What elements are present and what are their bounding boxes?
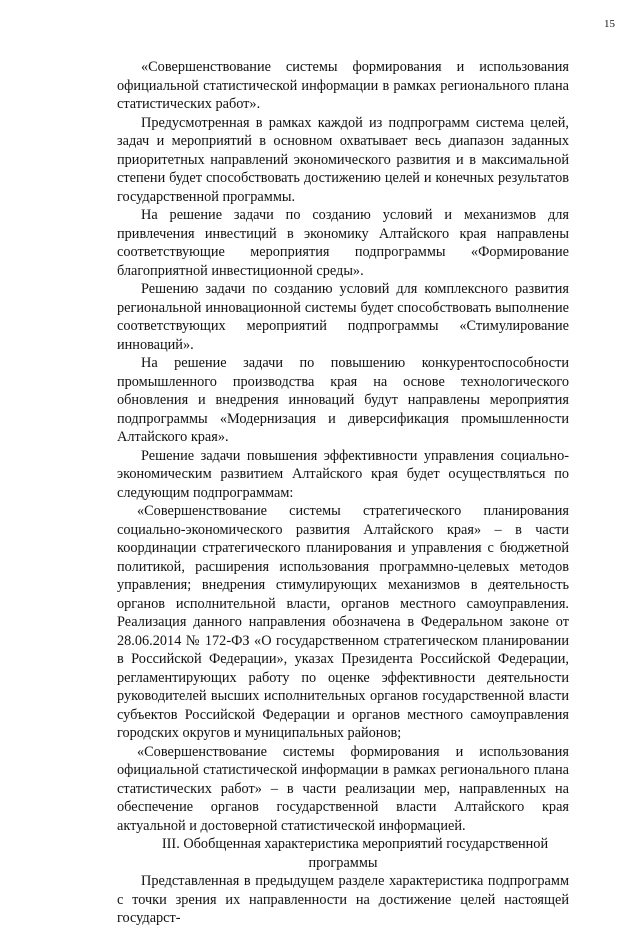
paragraph: «Совершенствование системы формирования и использования официальной статистической информации в рамках регионального плана статистических работ» – в части реализации мер, направленных на обеспечение органов государственной власти Алтайского края актуальной и достоверной статистической информацией. [117, 743, 569, 834]
paragraph: На решение задачи по созданию условий и механизмов для привлечения инвестиций в экономику Алтайского края направлены соответствующие мероприятия подпрограммы «Формирование благоприятной инвестиционной среды». [117, 207, 569, 279]
paragraph: Решение задачи повышения эффективности управления социально-экономическим развитием Алтайского края будет осуществляться по следующим подпрограммам: [117, 447, 569, 501]
paragraph: Решению задачи по созданию условий для комплексного развития региональной инновационной системы будет способствовать выполнение соответствующих мероприятий подпрограммы «Стимулирование инноваций». [117, 281, 569, 353]
document-body [117, 58, 569, 928]
paragraph: Представленная в предыдущем разделе характеристика подпрограмм с точки зрения их направленности на достижение целей настоящей государст- [117, 873, 569, 926]
paragraph: Предусмотренная в рамках каждой из подпрограмм система целей, задач и мероприятий в основном охватывает весь диапазон заданных приоритетных направлений экономического развития и в максимальной степени будет способствовать достижению целей и конечных результатов государственной программы. [117, 114, 569, 205]
paragraph: «Совершенствование системы стратегического планирования социально-экономического развития Алтайского края» – в части координации стратегического планирования и управления с бюджетной политикой, расширения использования программно-целевых методов управления; внедрения стимулирующих механизмов в деятельность органов исполнительной власти, органов местного самоуправления. Реализация данного направления обозначена в Федеральном законе от 28.06.2014 № 172-ФЗ «О государственном стратегическом планировании в Российской Федерации», указах Президента Российской Федерации, регламентирующих работу по оценке эффективности деятельности руководителей высших исполнительных органов государственной власти субъектов Российской Федерации и органов местного самоуправления городских округов и муниципальных районов; [117, 503, 569, 741]
paragraph: «Совершенствование системы формирования и использования официальной статистической информации в рамках регионального плана статистических работ». [117, 59, 569, 112]
page-number: 15 [604, 18, 615, 30]
paragraph: На решение задачи по повышению конкурентоспособности промышленного производства края на основе технологического обновления и внедрения инноваций будут направлены мероприятия подпрограммы «Модернизация и диверсификация промышленности Алтайского края». [117, 355, 569, 445]
section-title: III. Обобщенная характеристика мероприятий государственной программы [161, 836, 549, 871]
